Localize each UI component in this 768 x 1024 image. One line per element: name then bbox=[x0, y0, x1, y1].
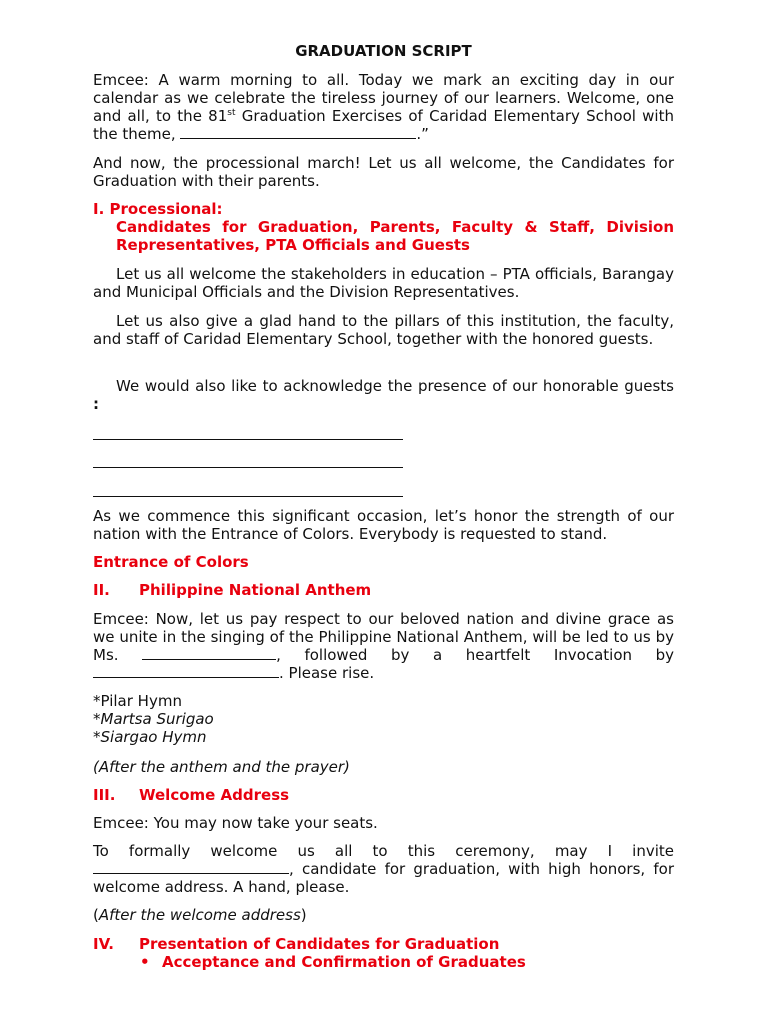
welcome-text-b: , candidate for graduation, with high honors, for welcome address. A hand, please. bbox=[93, 860, 674, 896]
intro-text-c: .” bbox=[416, 125, 429, 143]
welcome-paragraph bbox=[93, 842, 674, 896]
anthem-paragraph bbox=[93, 610, 674, 682]
bullet-icon: • bbox=[140, 953, 150, 971]
entrance-heading: Entrance of Colors bbox=[93, 553, 249, 571]
hymn-star-2: * bbox=[93, 710, 101, 728]
theme-blank-line bbox=[180, 125, 416, 139]
presentation-title: Presentation of Candidates for Graduation bbox=[139, 935, 500, 953]
invocation-blank bbox=[93, 664, 279, 678]
anthem-text-b: , followed by a heartfelt Invocation by bbox=[276, 646, 675, 664]
welcome-number: III. bbox=[93, 786, 116, 804]
processional-intro-paragraph: And now, the processional march! Let us all welcome, the Candidates for Graduation with their parents. bbox=[93, 154, 674, 190]
welcome-speaker-blank bbox=[93, 860, 289, 874]
hymn-star-3: * bbox=[93, 728, 101, 746]
hymn-list bbox=[93, 692, 674, 746]
guest-blank-line-2 bbox=[93, 467, 403, 468]
colors-paragraph: As we commence this significant occasion, let’s honor the strength of our nation with the Entrance of Colors. Everybody is requested to stand. bbox=[93, 507, 674, 543]
presentation-item bbox=[140, 953, 674, 971]
ordinal-suffix: st bbox=[227, 108, 236, 118]
guests-text: We would also like to acknowledge the presence of our honorable guests bbox=[116, 377, 674, 395]
intro-text-b: Graduation Exercises of Caridad Elementary School with the theme, bbox=[93, 107, 674, 143]
processional-subheading: Candidates for Graduation, Parents, Faculty & Staff, Division Representatives, PTA Officials and Guests bbox=[116, 218, 674, 254]
after-welcome-text: After the welcome address bbox=[98, 906, 301, 924]
paren-close: ) bbox=[300, 906, 307, 924]
anthem-number: II. bbox=[93, 581, 110, 599]
anthem-text-c: . Please rise. bbox=[279, 664, 375, 682]
hymn-siargao: Siargao Hymn bbox=[100, 728, 207, 746]
hymn-pilar: *Pilar Hymn bbox=[93, 692, 182, 710]
guests-colon: : bbox=[93, 395, 99, 413]
welcome-title: Welcome Address bbox=[139, 786, 290, 804]
guests-paragraph bbox=[93, 377, 674, 413]
guest-blank-line-3 bbox=[93, 496, 403, 497]
intro-text-a: Emcee: A warm morning to all. Today we mark an exciting day in our calendar as we celebrate the tireless journey of our learners. Welcome, one and all, to the 81 bbox=[93, 71, 674, 125]
anthem-heading bbox=[93, 581, 674, 599]
stakeholders-paragraph: Let us all welcome the stakeholders in education – PTA officials, Barangay and Municipal Officials and the Division Representatives. bbox=[93, 265, 674, 301]
anthem-title: Philippine National Anthem bbox=[139, 581, 372, 599]
hymn-martsa-surigao: Martsa Surigao bbox=[100, 710, 214, 728]
presentation-number: IV. bbox=[93, 935, 114, 953]
presentation-heading bbox=[93, 935, 674, 953]
seats-paragraph: Emcee: You may now take your seats. bbox=[93, 814, 378, 832]
guest-blank-line-1 bbox=[93, 439, 403, 440]
after-welcome-note bbox=[93, 906, 674, 924]
document-title: GRADUATION SCRIPT bbox=[295, 42, 472, 60]
anthem-text-a: Emcee: Now, let us pay respect to our beloved nation and divine grace as we unite in the singing of the Philippine National Anthem, will be led to us by Ms. bbox=[93, 610, 674, 664]
after-anthem-note: (After the anthem and the prayer) bbox=[93, 758, 350, 776]
processional-heading: I. Processional: bbox=[93, 200, 223, 218]
presentation-item-text: Acceptance and Confirmation of Graduates bbox=[162, 953, 526, 971]
intro-paragraph bbox=[93, 71, 674, 143]
welcome-text-a: To formally welcome us all to this ceremony, may I invite bbox=[93, 842, 674, 860]
paren-open: ( bbox=[93, 906, 99, 924]
welcome-heading bbox=[93, 786, 674, 804]
faculty-paragraph: Let us also give a glad hand to the pillars of this institution, the faculty, and staff of Caridad Elementary School, together with the honored guests. bbox=[93, 312, 674, 348]
anthem-leader-blank bbox=[142, 646, 276, 660]
